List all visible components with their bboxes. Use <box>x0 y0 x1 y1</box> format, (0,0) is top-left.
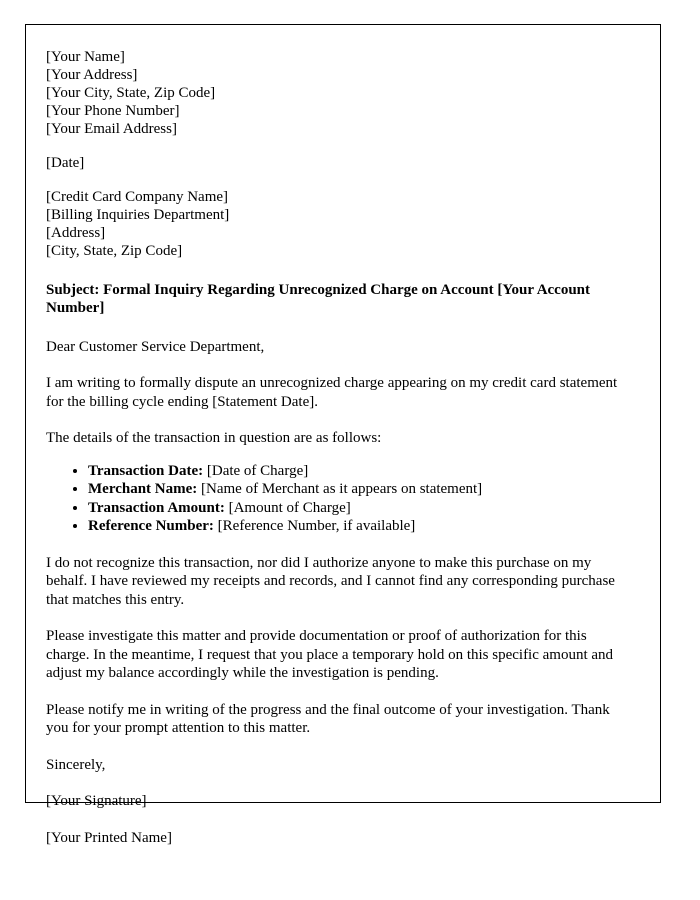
detail-value: [Reference Number, if available] <box>217 518 416 534</box>
list-item <box>88 517 632 536</box>
paragraph-no-recognition: I do not recognize this transaction, nor did I authorize anyone to make this purchase on my behalf. I have reviewed my receipts and records, and I cannot find any corresponding purchase that matches this entry. <box>46 554 615 608</box>
subject-line: Subject: Formal Inquiry Regarding Unrecognized Charge on Account [Your Account Number] <box>46 282 591 316</box>
letter-page <box>25 24 661 846</box>
list-item <box>88 499 632 518</box>
list-item <box>88 462 632 481</box>
letter-body <box>46 48 632 847</box>
detail-label: Transaction Amount: <box>88 499 225 516</box>
paragraph-details-intro: The details of the transaction in question are as follows: <box>46 430 382 446</box>
signature-placeholder: [Your Signature] <box>46 793 147 809</box>
date-line: [Date] <box>46 155 85 171</box>
printed-name-placeholder: [Your Printed Name] <box>46 829 172 846</box>
sender-line-phone: [Your Phone Number] <box>46 103 180 119</box>
detail-value: [Amount of Charge] <box>228 499 351 516</box>
detail-label: Merchant Name: <box>88 481 198 497</box>
list-item <box>88 480 632 499</box>
detail-label: Transaction Date: <box>88 462 204 479</box>
paragraph-investigate-request: Please investigate this matter and provide documentation or proof of authorization for this charge. In the meantime, I request that you place a temporary hold on this specific amount and adjust my balance accordingly while the investigation is pending. <box>46 628 614 681</box>
recipient-line-city-state-zip: [City, State, Zip Code] <box>46 243 183 259</box>
transaction-details-list <box>46 462 632 536</box>
recipient-line-address: [Address] <box>46 225 106 241</box>
sender-line-city-state-zip: [Your City, State, Zip Code] <box>46 85 216 101</box>
recipient-line-department: [Billing Inquiries Department] <box>46 207 230 223</box>
salutation: Dear Customer Service Department, <box>46 339 265 355</box>
date-block <box>46 154 632 172</box>
sender-line-address: [Your Address] <box>46 67 138 83</box>
sender-address-block <box>46 48 632 138</box>
paragraph-notify-request: Please notify me in writing of the progress and the final outcome of your investigation. Thank you for your prompt attention to this matter. <box>46 701 610 736</box>
detail-value: [Date of Charge] <box>206 462 309 479</box>
detail-label: Reference Number: <box>88 518 214 534</box>
closing: Sincerely, <box>46 756 106 773</box>
sender-line-email: [Your Email Address] <box>46 121 177 137</box>
paragraph-dispute-intro: I am writing to formally dispute an unrecognized charge appearing on my credit card statement for the billing cycle ending [Statement Date]. <box>46 375 618 410</box>
recipient-address-block <box>46 188 632 260</box>
detail-value: [Name of Merchant as it appears on statement] <box>201 481 483 497</box>
recipient-line-company: [Credit Card Company Name] <box>46 189 229 205</box>
sender-line-name: [Your Name] <box>46 49 125 65</box>
